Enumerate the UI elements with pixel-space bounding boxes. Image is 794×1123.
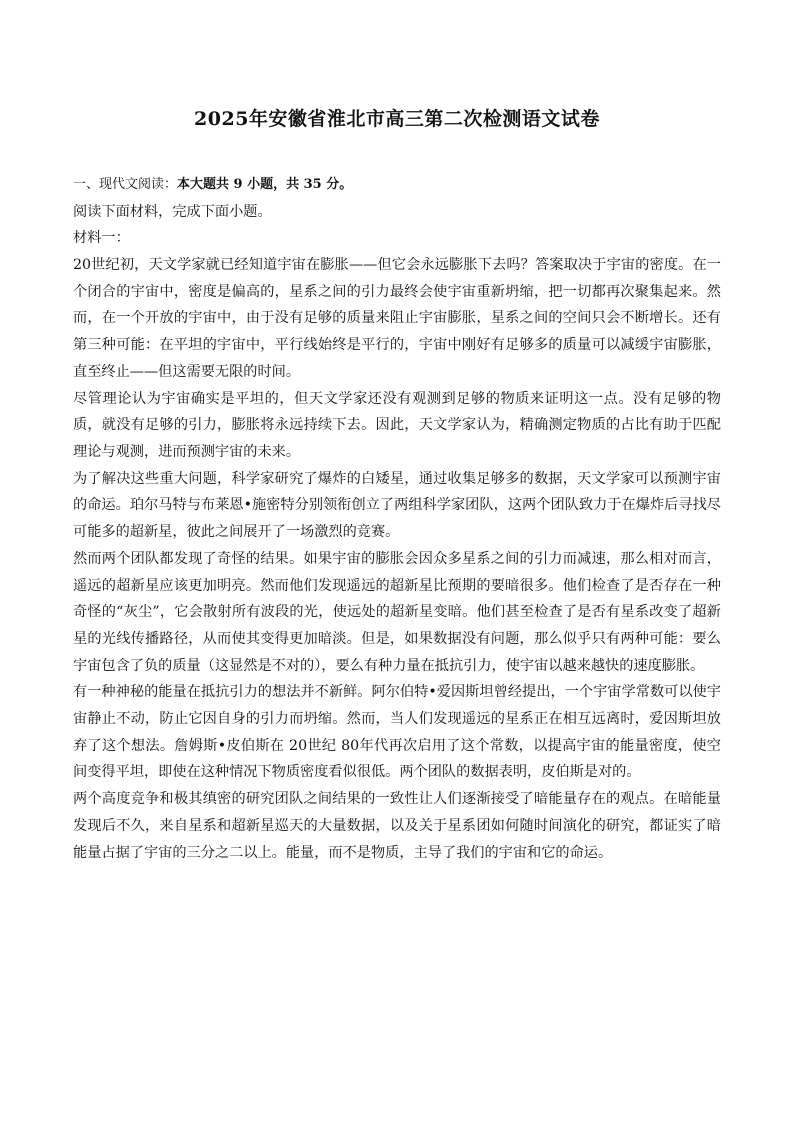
instruction-text: 阅读下面材料，完成下面小题。 <box>73 203 272 220</box>
section-description: 本大题共 9 小题，共 35 分。 <box>177 177 353 192</box>
paragraph: 为了解决这些重大问题，科学家研究了爆炸的白矮星，通过收集足够多的数据，天文学家可以预测宇宙的命运。珀尔马特与布莱恩•施密特分别领衔创立了两组科学家团队，这两个团队致力于在爆炸后寻找尽可能多的超新星，彼此之间展开了一场激烈的竞赛。 <box>73 470 721 541</box>
section-heading <box>73 172 721 199</box>
paragraph: 尽管理论认为宇宙确实是平坦的，但天文学家还没有观测到足够的物质来证明这一点。没有足够的物质，就没有足够的引力，膨胀将永远持续下去。因此，天文学家认为，精确测定物质的占比有助于匹配理论与观测，进而预测宇宙的未来。 <box>73 390 721 460</box>
paragraph: 有一种神秘的能量在抵抗引力的想法并不新鲜。阿尔伯特•爱因斯坦曾经提出，一个宇宙学常数可以使宇宙静止不动，防止它因自身的引力而坍缩。然而，当人们发现遥远的星系正在相互远离时，爱因斯坦放弃了这个想法。詹姆斯•皮伯斯在 20世纪 80年代再次启用了这个常数，以提高宇宙的能量密度，使空间变得平坦，即使在这种情况下物质密度看似很低。两个团队的数据表明，皮伯斯是对的。 <box>73 684 721 781</box>
material-label: 材料一： <box>73 230 130 247</box>
section-prefix: 一、现代文阅读： <box>73 177 178 192</box>
paragraph: 然而两个团队都发现了奇怪的结果。如果宇宙的膨胀会因众多星系之间的引力而减速，那么相对而言，遥远的超新星应该更加明亮。然而他们发现遥远的超新星比预期的要暗很多。他们检查了是否存在一种奇怪的“灰尘”，它会散射所有波段的光，使远处的超新星变暗。他们甚至检查了是否有星系改变了超新星的光线传播路径，从而使其变得更加暗淡。但是，如果数据没有问题，那么似乎只有两种可能：要么宇宙包含了负的质量（这显然是不对的），要么有种力量在抵抗引力，使宇宙以越来越快的速度膨胀。 <box>73 550 721 674</box>
paragraph: 两个高度竞争和极其缜密的研究团队之间结果的一致性让人们逐渐接受了暗能量存在的观点。在暗能量发现后不久，来自星系和超新星巡天的大量数据，以及关于星系团如何随时间演化的研究，都证实了暗能量占据了宇宙的三分之二以上。能量，而不是物质，主导了我们的宇宙和它的命运。 <box>73 791 721 861</box>
document-body <box>73 172 721 866</box>
paragraph: 20世纪初，天文学家就已经知道宇宙在膨胀——但它会永远膨胀下去吗？答案取决于宇宙的密度。在一个闭合的宇宙中，密度是偏高的，星系之间的引力最终会使宇宙重新坍缩，把一切都再次聚集起来。然而，在一个开放的宇宙中，由于没有足够的质量来阻止宇宙膨胀，星系之间的空间只会不断增长。还有第三种可能：在平坦的宇宙中，平行线始终是平行的，宇宙中刚好有足够多的质量可以减缓宇宙膨胀，直至终止——但这需要无限的时间。 <box>73 257 721 380</box>
page-title: 2025年安徽省淮北市高三第二次检测语文试卷 <box>194 108 600 130</box>
